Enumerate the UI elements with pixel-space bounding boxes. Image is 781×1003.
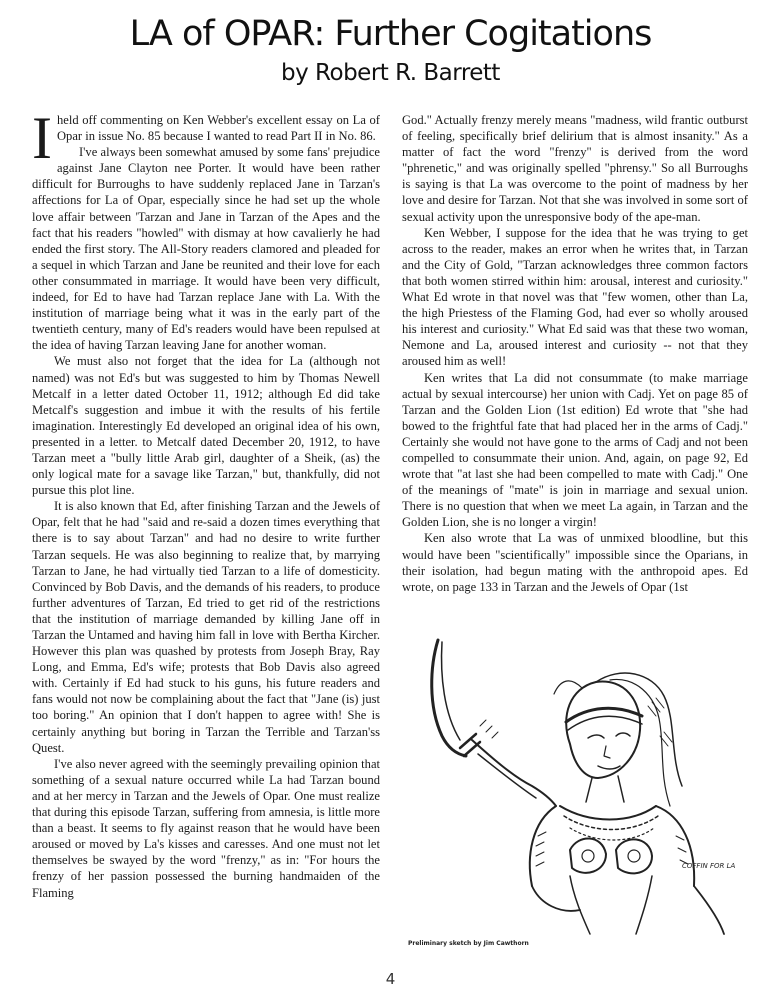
drop-cap: I	[32, 105, 52, 171]
paragraph-4: It is also known that Ed, after finishing Tarzan and the Jewels of Opar, felt that he had "said and re-said a dozen times everything that there is to say about Tarzan" and had no desire to write further Tarzan sequels. He was also beginning to realize that, by marrying Tarzan to Jane, he had virtually tied Tarzan to a life of domesticity. Convinced by Bob Davis, and the demands of his readers, to produce further adventures of Tarzan, Ed tried to get rid of the restrictions that the institution of marriage demanded by killing Jane off in Tarzan the Untamed and having him fall in love with Bertha Kircher. However this plan was quashed by protests from Joseph Bray, Ray Long, and Emma, Ed's wife; protests that Bob Davis also agreed with. Certainly if Ed had stuck to his guns, his future readers and fans would not now be complaining about the fact that "Jane (is) just too boring." An opinion that I don't happen to agree with! She is certainly anything but boring in Tarzan the Terrible and Tarzan'ss Quest.	[32, 499, 380, 755]
paragraph-6: God." Actually frenzy merely means "madness, wild frantic outburst of feeling, specifically brief delirium that is almost insanity." As a matter of fact the word "frenzy" is derived from the word "phrenetic," and was originally spelled "phrensy." So all Burroughs is saying is that La was overcome to the point of madness by her love and desire for Tarzan. Not that she was involved in some sort of sexual activity upon the unresponsive body of the ape-man.	[402, 113, 748, 224]
paragraph-2: I've always been somewhat amused by some fans' prejudice against Jane Clayton nee Porter. It would have been rather difficult for Burroughs to have suddenly replaced Jane in Tarzan's affections for La of Opar, especially since he had set up the whole love affair between 'Tarzan and Jane in Tarzan of the Apes and the fact that his readers "howled" with dismay at how cavalierly he had ended the first story. The All-Story readers clamored and pleaded for a sequel in which Tarzan and Jane be reunited and their love for each other consummated in marriage. It would have been very difficult, indeed, for Ed to have had Tarzan replace Jane with La. With the institution of marriage being what it was in the early part of the twentieth century, many of Ed's readers would have been repulsed at the idea of having Tarzan leaving Jane for another woman.	[32, 145, 380, 353]
paragraph-1: Iheld off commenting on Ken Webber's excellent essay on La of Opar in issue No. 85 because I wanted to read Part II in No. 86.	[32, 105, 380, 171]
paragraph-9: Ken also wrote that La was of unmixed bloodline, but this would have been "scientifically" impossible since the Oparians, in their isolation, had begun mating with the anthropoid apes. Ed wrote, on page 133 in Tarzan and the Jewels of Opar (1st	[402, 531, 748, 594]
illustration-caption: Preliminary sketch by Jim Cawthorn	[408, 940, 529, 947]
article-title: LA of OPAR: Further Cogitations	[129, 14, 652, 54]
paragraph-8: Ken writes that La did not consummate (to make marriage actual by sexual intercourse) her union with Cadj. Yet on page 85 of Tarzan and the Golden Lion (1st edition) Ed wrote that "she had bowed to the frightful fate that had placed her in the arms of Cadj." Certainly she would not have gone to the arms of Cadj and not been compelled to consummate their union. And, again, on page 92, Ed wrote that "at last she had been compelled to mate with Cadj." One of the meanings of "mate" is join in marriage and sexual union. There is no question that when we meet La again, in Tarzan and the Golden Lion, she is no longer a virgin!	[402, 370, 748, 530]
paragraph-3: We must also not forget that the idea for La (although not named) was not Ed's but was suggested to him by Thomas Newell Metcalf in a letter dated October 11, 1912; although Ed did take Metcalf's suggestion and imbue it with the results of his fertile imagination. Interestingly Ed developed an original idea of his own, presented in a letter. to Metcalf dated December 20, 1912, to have Tarzan meet a "bully little Arab girl, daughter of a Sheik, (as) the only logical mate for a savage like Tarzan," but, thankfully, did not pursue this plot line.	[32, 354, 380, 498]
left-column	[32, 105, 380, 901]
page-number: 4	[385, 970, 396, 988]
article-byline: by Robert R. Barrett	[281, 60, 500, 86]
right-column	[402, 112, 748, 595]
la-sketch-illustration	[420, 636, 740, 936]
sketch-signature: COFFIN FOR LA	[682, 862, 736, 870]
paragraph-5: I've also never agreed with the seemingly prevailing opinion that something of a sexual nature occurred while La had Tarzan bound and at her mercy in Tarzan and the Jewels of Opar. One must realize that during this episode Tarzan, suffering from amnesia, is little more than a beast. It seems to fly against reason that he would have been aroused or moved by La's kisses and caresses. And one must not let themselves be swayed by the word "frenzy," as in: "For hours the frenzy of her passion possessed the burning handmaiden of the Flaming	[32, 756, 380, 900]
paragraph-7: Ken Webber, I suppose for the idea that he was trying to get across to the reader, makes an error when he writes that, in Tarzan and the City of Gold, "Tarzan acknowledges three common factors that both women stirred within him: arousal, interest and curiosity." What Ed wrote in that novel was that "few women, other than La, the high Priestess of the Flaming God, had ever so wholly aroused his interest and curiosity." What Ed said was that these two woman, Nemone and La, aroused interest and curiosity -- not that they aroused him as well!	[402, 225, 748, 369]
